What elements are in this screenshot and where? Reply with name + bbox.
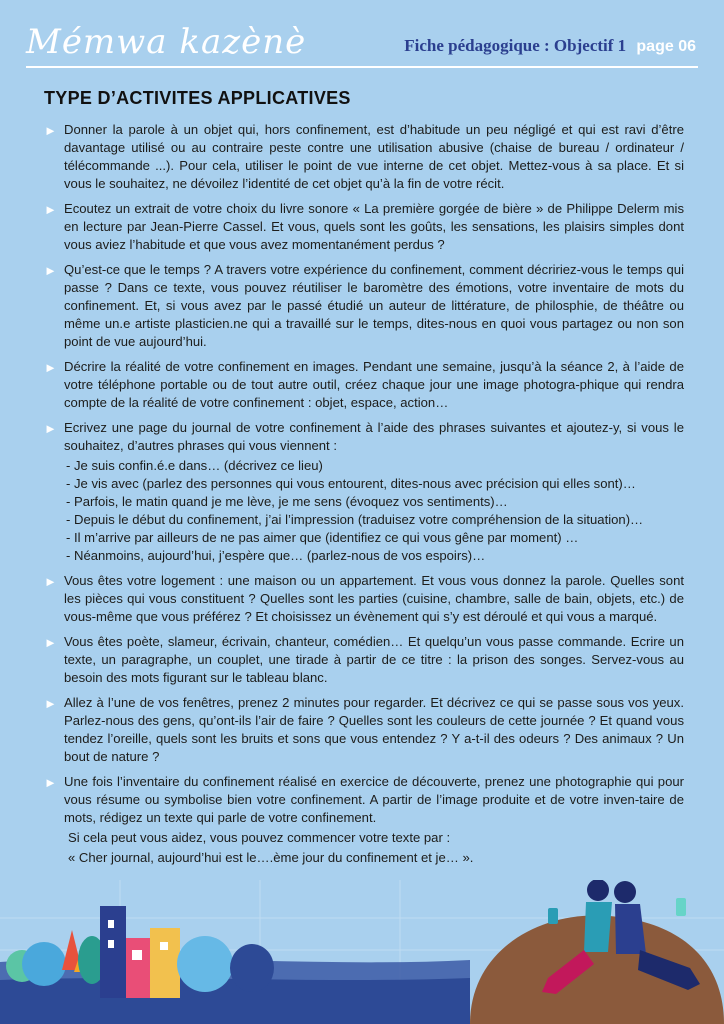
activity-item-5 (44, 419, 684, 565)
bullet-arrow-icon: ► (44, 202, 57, 217)
building (150, 928, 180, 998)
activity-item-3 (44, 261, 684, 351)
bullet-arrow-icon: ► (44, 263, 57, 278)
header-info (404, 36, 696, 56)
ground-highlight (0, 978, 470, 1024)
building (108, 940, 114, 948)
page-header (0, 0, 724, 72)
section-title: TYPE D’ACTIVITES APPLICATIVES (44, 88, 351, 108)
activity-text: Donner la parole à un objet qui, hors confinement, est d’habitude un peu négligé et qui est ravi d’être davantage utilisé ou au contraire peste contre une utilisation abusive (chaise de bureau / ordinateur / télécommande ...). Pour cela, utiliser le point de vue interne de cet objet. Mettez-vous à sa place. Et si vous le souhaitez, ne dévoilez l’identité de cet objet qu’à la fin de votre récit. (64, 122, 684, 191)
bullet-arrow-icon: ► (44, 421, 57, 436)
header-divider (26, 66, 698, 68)
bullet-arrow-icon: ► (44, 123, 57, 138)
tree-icon (230, 944, 274, 992)
activity-item-4 (44, 358, 684, 412)
building (108, 920, 114, 928)
bullet-arrow-icon: ► (44, 696, 57, 711)
activity-text: Ecrivez une page du journal de votre confinement à l’aide des phrases suivantes et ajoutez-y, si vous le souhaitez, d’autres phrases qui vous viennent : (64, 420, 684, 453)
main-content (44, 88, 684, 874)
activity-item-7 (44, 633, 684, 687)
bullet-arrow-icon: ► (44, 635, 57, 650)
document-subject: Fiche pédagogique : Objectif 1 (404, 36, 627, 55)
journal-phrase: - Je vis avec (parlez des personnes qui vous entourent, dites-nous avec précision qui elles sont)… (66, 476, 636, 491)
bullet-arrow-icon: ► (44, 360, 57, 375)
activity-text: Vous êtes votre logement : une maison ou un appartement. Et vous vous donnez la parole. Quelles sont les pièces qui vous constituent ? Quelles sont les parties (cuisine, chambre, salle de bain, objets, etc.) de vous-même que vous préférez ? Et choisissez un évènement qui s’y est déroulé et qui vous a marqué. (64, 573, 684, 624)
page-number: page 06 (636, 38, 696, 55)
activity-text: Qu’est-ce que le temps ? A travers votre expérience du confinement, comment décririez-vous le temps qui passe ? Dans ce texte, vous pouvez réutiliser le baromètre des émotions, votre inventaire de mots du confinement. Et, si vous avez par le passé étudié un auteur de littérature, de philosphie, de théâtre ou même un.e artiste plasticien.ne qui a travaillé sur le temps, dites-nous en quoi vous partagez ou non son point de vue aujourd’hui. (64, 262, 684, 349)
activity-text: Une fois l’inventaire du confinement réalisé en exercice de découverte, prenez une photographie qui pour vous résume ou symbolise bien votre confinement. A partir de l’image produite et de votre inven-taire de mots, rédigez un texte qui parle de votre confinement. (64, 774, 684, 825)
activity-text: Vous êtes poète, slameur, écrivain, chanteur, comédien… Et quelqu’un vous passe commande. Ecrire un texte, un paragraphe, un couplet, une tirade à partir de ce titre : la prison des songes. Servez-vous au besoin des mots figurant sur le tableau blanc. (64, 634, 684, 685)
tower-building (100, 906, 126, 998)
activity-item-6 (44, 572, 684, 626)
bullet-arrow-icon: ► (44, 574, 57, 589)
building (160, 942, 168, 950)
journal-phrase: - Depuis le début du confinement, j’ai l’impression (traduisez votre compréhension de la situation)… (66, 512, 644, 527)
illustration-footer (0, 880, 724, 1024)
journal-phrase: - Parfois, le matin quand je me lève, je me sens (évoquez vos sentiments)… (66, 494, 508, 509)
building (132, 950, 142, 960)
activity-text: Ecoutez un extrait de votre choix du livre sonore « La première gorgée de bière » de Philippe Delerm mis en lecture par Jean-Pierre Cassel. Et vous, quels sont les goûts, les sensations, les plaisirs simples dont vous aviez l’habitude et que vous avez momentanément perdus ? (64, 201, 684, 252)
tree-icon (22, 942, 66, 986)
activity-item-2 (44, 200, 684, 254)
journal-phrase-list (64, 457, 684, 565)
activity-item-1 (44, 121, 684, 193)
activity-text: Décrire la réalité de votre confinement en images. Pendant une semaine, jusqu’à la séance 2, à l’aide de votre téléphone portable ou de tout autre outil, créez chaque jour une image photogra-phique qui rendra compte de la réalité de votre confinement : objet, espace, action… (64, 359, 684, 410)
tree-icon (177, 936, 233, 992)
journal-phrase: - Néanmoins, aujourd’hui, j’espère que… (parlez-nous de vos espoirs)… (66, 548, 486, 563)
journal-phrase: - Je suis confin.é.e dans… (décrivez ce lieu) (66, 458, 323, 473)
building (126, 938, 154, 998)
bullet-arrow-icon: ► (44, 775, 57, 790)
journal-phrase: - Il m’arrive par ailleurs de ne pas aimer que (identifiez ce qui vous gêne par moment) … (66, 530, 579, 545)
closing-example: « Cher journal, aujourd’hui est le….ème jour du confinement et je… ». (68, 850, 474, 865)
brand-logo: Mémwa kazènè (26, 22, 307, 62)
activity-text: Allez à l’une de vos fenêtres, prenez 2 minutes pour regarder. Et décrivez ce qui se passe sous vos yeux. Parlez-nous des gens, qu’ont-ils l’air de faire ? Quelles sont les couleurs de cette journée ? Et quand vous tendez l’oreille, quels sont les bruits et sons que vous entendez ? Y a-t-il des odeurs ? Des animaux ? Un bout de nature ? (64, 695, 684, 764)
closing-hint: Si cela peut vous aidez, vous pouvez commencer votre texte par : (68, 830, 451, 845)
activity-item-9 (44, 773, 684, 867)
activity-item-8 (44, 694, 684, 766)
